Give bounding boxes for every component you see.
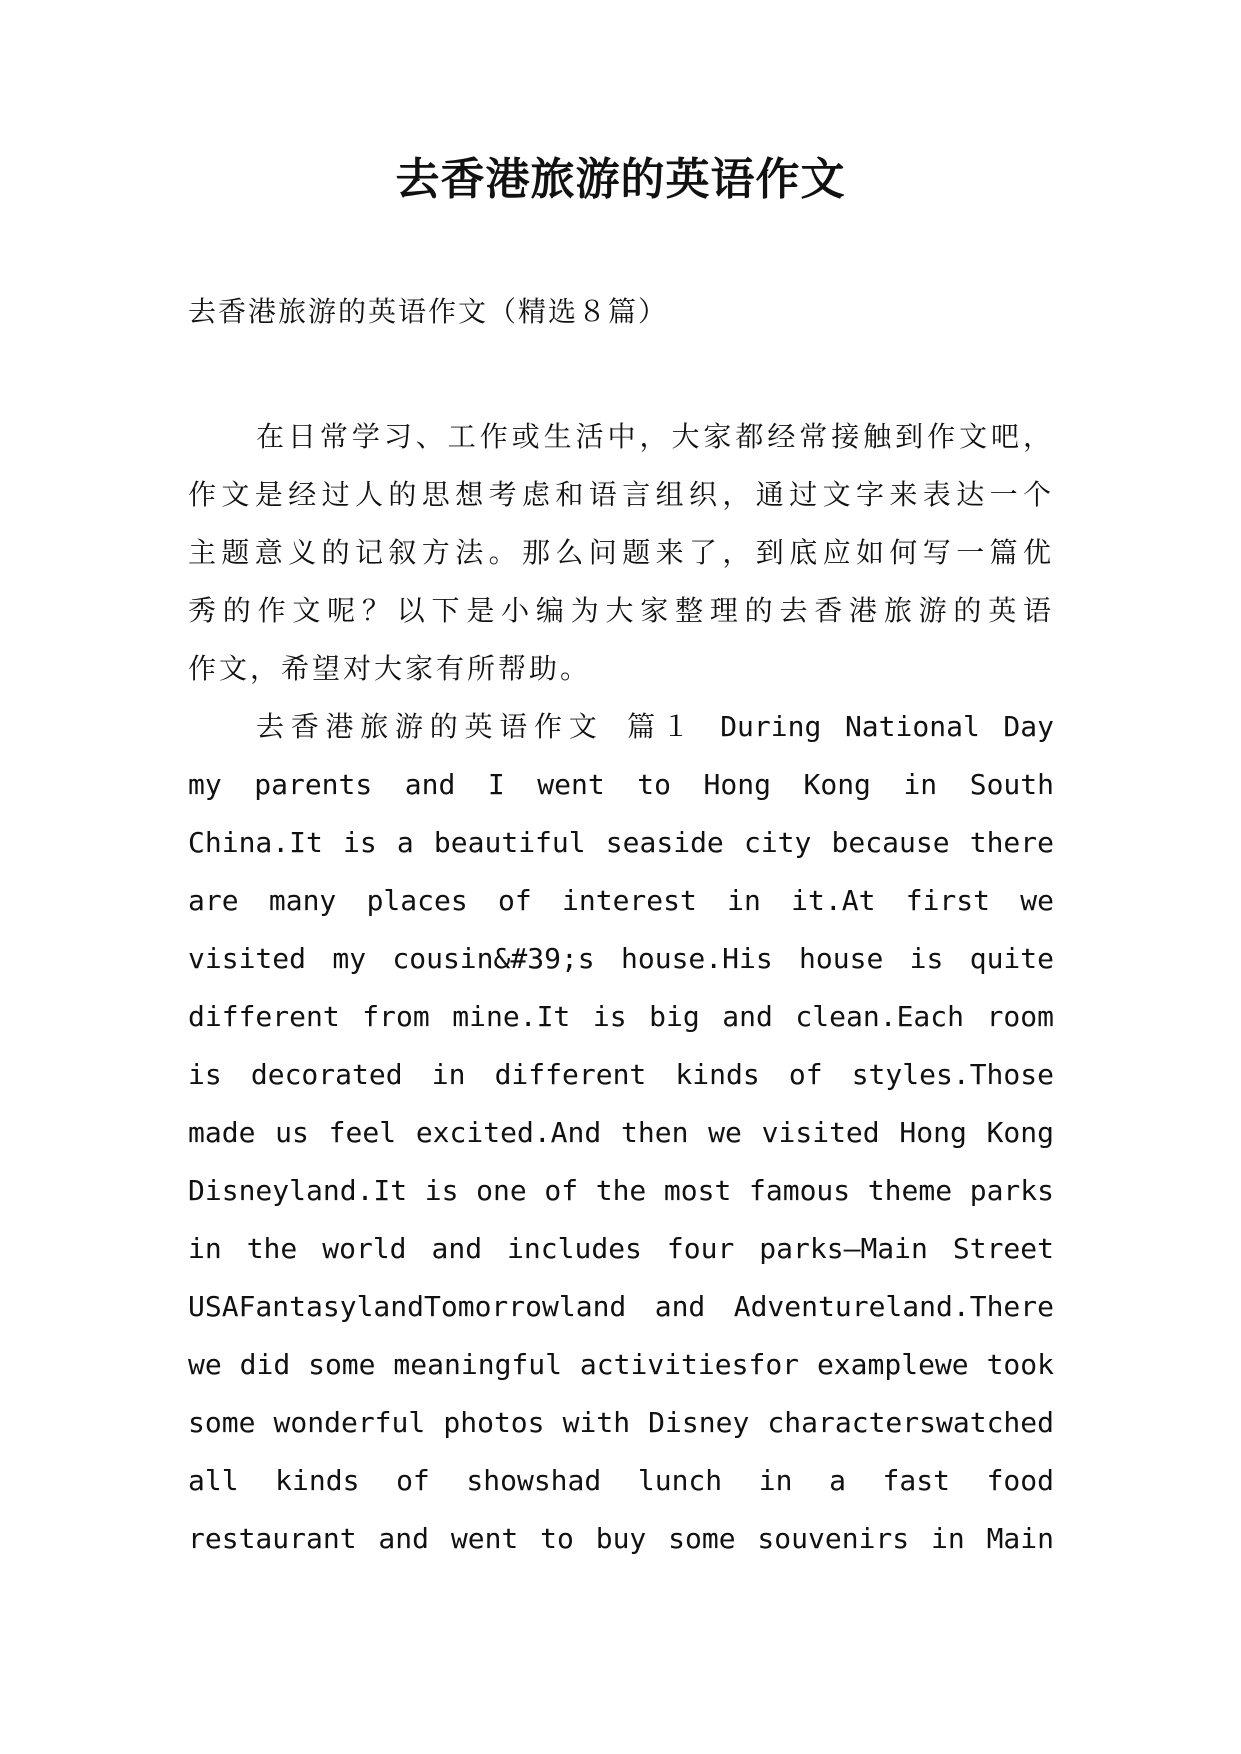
essay-line: is decorated in different kinds of styles.Those [188, 1058, 1054, 1091]
essay-line: Disneyland.It is one of the most famous theme parks [188, 1174, 1054, 1207]
essay-line: restaurant and went to buy some souvenirs in Main [188, 1522, 1054, 1555]
intro-line: 作文是经过人的思想考虑和语言组织，通过文字来表达一个 [188, 478, 1054, 511]
essay-line: we did some meaningful activitiesfor examplewe took [188, 1348, 1054, 1381]
essay-line: visited my cousin&#39;s house.His house is quite [188, 942, 1054, 975]
intro-line: 作文，希望对大家有所帮助。 [188, 652, 592, 685]
document-body [188, 408, 1054, 1568]
essay-line: USAFantasylandTomorrowland and Adventureland.There [188, 1290, 1054, 1323]
essay-line: are many places of interest in it.At first we [188, 884, 1054, 917]
essay-line: different from mine.It is big and clean.Each room [188, 1000, 1054, 1033]
document-subtitle: 去香港旅游的英语作文（精选８篇） [188, 295, 669, 328]
essay-line: some wonderful photos with Disney characterswatched [188, 1406, 1054, 1439]
essay-line: in the world and includes four parks—Main Street [188, 1232, 1054, 1265]
document-title: 去香港旅游的英语作文 [395, 154, 846, 205]
intro-line: 秀的作文呢？以下是小编为大家整理的去香港旅游的英语 [188, 594, 1054, 627]
essay-line: all kinds of showshad lunch in a fast food [188, 1464, 1054, 1497]
essay-line: China.It is a beautiful seaside city because there [188, 826, 1054, 859]
essay-line: my parents and I went to Hong Kong in South [188, 768, 1054, 801]
essay-heading-line: 去香港旅游的英语作文 篇１ During National Day [256, 710, 1054, 743]
intro-line: 在日常学习、工作或生活中，大家都经常接触到作文吧， [256, 420, 1054, 453]
essay-line: made us feel excited.And then we visited Hong Kong [188, 1116, 1054, 1149]
intro-line: 主题意义的记叙方法。那么问题来了，到底应如何写一篇优 [188, 536, 1054, 569]
